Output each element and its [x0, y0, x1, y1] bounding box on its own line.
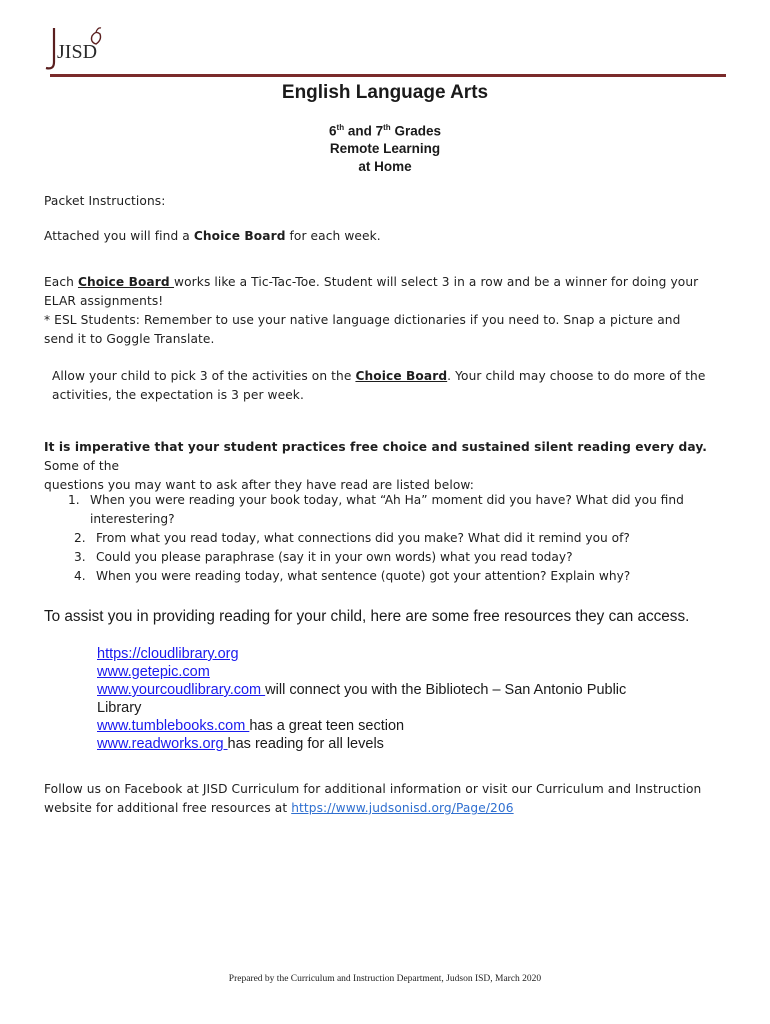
- tumblebooks-link[interactable]: www.tumblebooks.com: [97, 718, 250, 734]
- subtitle-remote: Remote Learning: [329, 141, 441, 156]
- question-item: 2. From what you read today, what connections did you make? What did it remind you of?: [74, 531, 630, 545]
- choice-board-paragraph: Each Choice Board works like a Tic-Tac-Toe. Student will select 3 in a row and be a winner for doing your ELAR assignments! * ESL Students: Remember to use your native language dictionaries if you need to. Snap a picture and send it to Goggle Translate.: [44, 275, 699, 346]
- question-item: 3. Could you please paraphrase (say it in your own words) what you read today?: [74, 550, 573, 564]
- resource-item: [97, 645, 737, 663]
- resource-list: [97, 645, 737, 753]
- follow-paragraph: Follow us on Facebook at JISD Curriculum for additional information or visit our Curriculum and Instruction website for additional free resources at https://www.judsonisd.org/Page/206: [44, 782, 702, 815]
- page-title: English Language Arts: [281, 82, 489, 103]
- logo-text: JISD: [57, 41, 98, 63]
- jisd-logo: [40, 22, 110, 74]
- question-list: [68, 491, 748, 586]
- question-item: 4. When you were reading today, what sentence (quote) got your attention? Explain why?: [74, 569, 631, 583]
- reading-paragraph: It is imperative that your student practices free choice and sustained silent reading every day. Some of the questions you may want to ask after they have read are listed below:: [44, 440, 707, 492]
- grades-line: 6th and 7th Grades: [329, 123, 441, 139]
- yourcoudlibrary-link[interactable]: www.yourcoudlibrary.com: [97, 682, 266, 698]
- judsonisd-link[interactable]: https://www.judsonisd.org/Page/206: [291, 801, 514, 815]
- allow-paragraph: Allow your child to pick 3 of the activities on the Choice Board. Your child may choose to do more of the activities, the expectation is 3 per week.: [52, 369, 706, 402]
- question-item: 1. When you were reading your book today, what “Ah Ha” moment did you have? What did you find: [68, 493, 684, 507]
- resources-intro: To assist you in providing reading for your child, here are some free resources they can access.: [44, 608, 690, 625]
- resource-item: www.readworks.org has reading for all levels: [97, 736, 384, 752]
- readworks-link[interactable]: www.readworks.org: [97, 736, 228, 752]
- resource-item-cont: Library: [97, 700, 142, 716]
- question-item-cont: interestering?: [90, 512, 175, 526]
- resource-item: www.tumblebooks.com has a great teen section: [97, 718, 405, 734]
- getepic-link[interactable]: www.getepic.com: [97, 664, 210, 680]
- attached-line: Attached you will find a Choice Board for each week.: [44, 229, 381, 243]
- resource-item: [97, 663, 737, 681]
- subtitle-home: at Home: [358, 159, 412, 174]
- footer-note: Prepared by the Curriculum and Instruction Department, Judson ISD, March 2020: [228, 974, 542, 984]
- cloudlibrary-link[interactable]: https://cloudlibrary.org: [97, 646, 239, 662]
- resource-item: www.yourcoudlibrary.com will connect you with the Bibliotech – San Antonio Public: [97, 682, 627, 698]
- header-rule: [50, 74, 726, 77]
- packet-label: Packet Instructions:: [44, 194, 166, 208]
